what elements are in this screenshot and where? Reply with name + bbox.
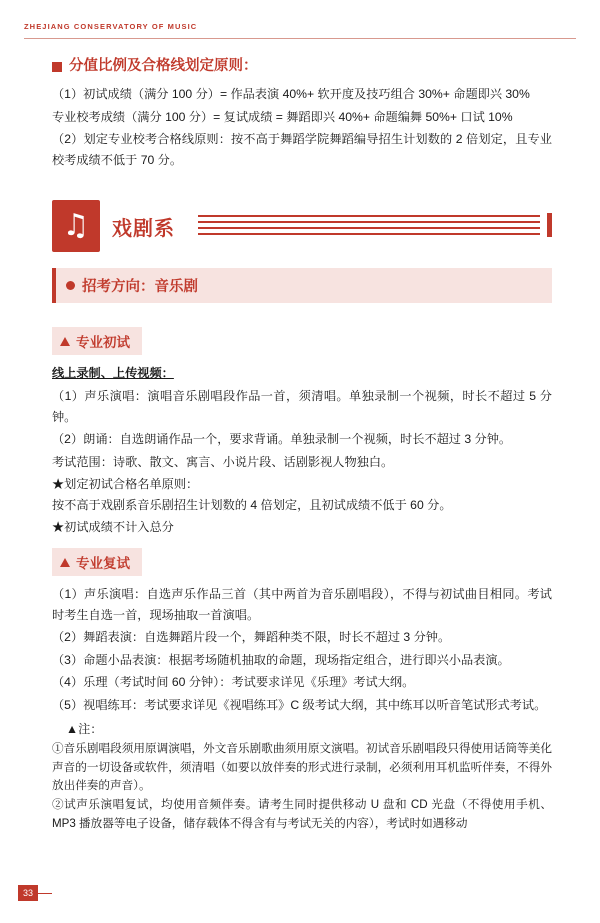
retest-item-4: （4）乐理（考试时间 60 分钟）：考试要求详见《乐理》考试大纲。 [52, 675, 415, 690]
banner-stripe [198, 221, 540, 223]
section-title-text: 分值比例及合格线划定原则： [69, 58, 258, 74]
institution-name: ZHEJIANG CONSERVATORY OF MUSIC [24, 22, 198, 31]
square-bullet-icon [52, 62, 62, 72]
banner-stripe [198, 215, 540, 217]
page-content [52, 58, 552, 834]
retest-item-1: （1）声乐演唱：自选声乐作品三首（其中两首为音乐剧唱段），不得与初试曲目相同。考试时考生自选一首，现场抽取一首演唱。 [52, 587, 552, 622]
retest-note-1: ①音乐剧唱段须用原调演唱，外文音乐剧歌曲须用原文演唱。初试音乐剧唱段只得使用话筒等美化声音的一切设备或软件，须清唱（如要以放伴奏的形式进行录制，必须利用耳机监听伴奏，不得外放出伴奏的声音）。 [52, 741, 552, 793]
preliminary-item-2: （2）朗诵：自选朗诵作品一个，要求背诵。单独录制一个视频，时长不超过 3 分钟。 [52, 432, 512, 447]
stage-heading-preliminary [52, 327, 142, 355]
stage-heading-text: 专业复试 [76, 556, 130, 572]
page-header [0, 22, 600, 44]
dot-bullet-icon [66, 281, 75, 290]
stage-heading-text: 专业初试 [76, 335, 130, 351]
retest-item-5: （5）视唱练耳：考试要求详见《视唱练耳》C 级考试大纲，其中练耳以听音笔试形式考试。 [52, 697, 547, 712]
preliminary-star-rule-body: 按不高于戏剧系音乐剧招生计划数的 4 倍划定，且初试成绩不低于 60 分。 [52, 497, 452, 512]
header-divider [24, 38, 576, 39]
preliminary-subhead: 线上录制、上传视频： [52, 366, 174, 381]
department-badge [52, 200, 100, 252]
preliminary-item-1: （1）声乐演唱：演唱音乐剧唱段作品一首，须清唱。单独录制一个视频，时长不超过 5 分钟。 [52, 389, 552, 424]
preliminary-item-3: 考试范围：诗歌、散文、寓言、小说片段、话剧影视人物独白。 [52, 454, 394, 469]
page-number: 33 [18, 885, 38, 901]
banner-stripes [198, 213, 552, 239]
retest-item-2: （2）舞蹈表演：自选舞蹈片段一个，舞蹈种类不限，时长不超过 3 分钟。 [52, 630, 451, 645]
scoring-paragraph-3: （2）划定专业校考合格线原则：按不高于舞蹈学院舞蹈编导招生计划数的 2 倍划定，且专业校考成绩不低于 70 分。 [52, 132, 552, 167]
scoring-paragraph-2: 专业校考成绩（满分 100 分）= 复试成绩 = 舞蹈即兴 40%+ 命题编舞 50%+ 口试 10% [52, 109, 513, 124]
preliminary-star-rule-title: ★划定初试合格名单原则： [52, 477, 199, 492]
banner-stripe [198, 233, 540, 235]
music-note-icon: ♫ [62, 208, 90, 244]
direction-bar [52, 268, 552, 303]
triangle-bullet-icon [60, 558, 70, 567]
scoring-paragraph-1: （1）初试成绩（满分 100 分）= 作品表演 40%+ 软开度及技巧组合 30%+ 命题即兴 30% [52, 87, 530, 102]
stage-heading-retest [52, 548, 142, 576]
direction-label: 招考方向：音乐剧 [82, 279, 198, 296]
preliminary-star-note: ★初试成绩不计入总分 [52, 520, 174, 535]
retest-item-3: （3）命题小品表演：根据考场随机抽取的命题，现场指定组合，进行即兴小品表演。 [52, 652, 510, 667]
triangle-bullet-icon [60, 337, 70, 346]
retest-note-2: ②试声乐演唱复试，均使用音频伴奏。请考生同时提供移动 U 盘和 CD 光盘（不得使用手机、MP3 播放器等电子设备，储存载体不得含有与考试无关的内容），考试时如遇移动 [52, 798, 552, 830]
section-title-scoring [52, 58, 552, 75]
department-banner [52, 200, 552, 252]
retest-note-label: ▲注： [66, 722, 103, 737]
department-name: 戏剧系 [112, 218, 175, 241]
banner-stripe [198, 227, 540, 229]
footer-divider [38, 893, 52, 894]
banner-end-cap [547, 213, 552, 237]
